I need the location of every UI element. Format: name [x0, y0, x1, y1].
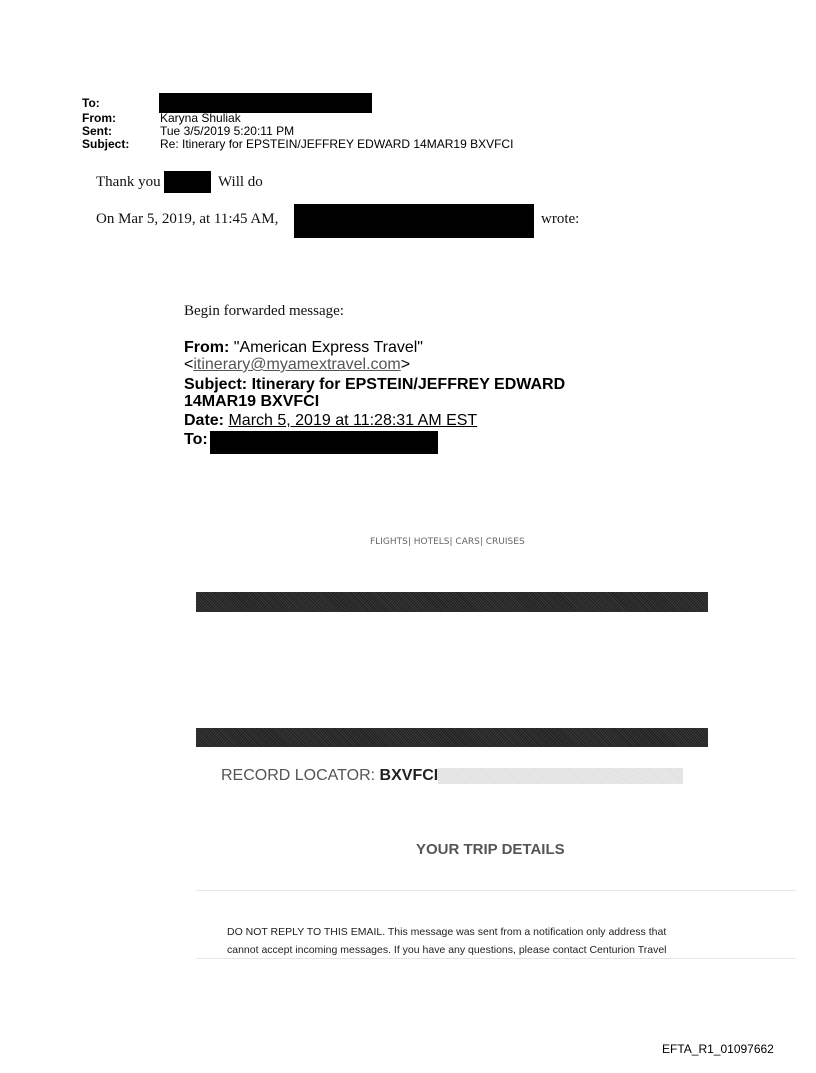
- record-locator-bar: [438, 768, 683, 784]
- divider: [196, 958, 796, 959]
- notice-line-1: DO NOT REPLY TO THIS EMAIL. This message was sent from a notification only address that: [227, 926, 667, 938]
- forwarded-subject-line1: Itinerary for EPSTEIN/JEFFREY EDWARD: [251, 376, 566, 393]
- nav-separator: |: [479, 537, 483, 547]
- nav-link-hotels[interactable]: HOTELS: [413, 537, 450, 547]
- forwarded-subject-label: Subject:: [184, 376, 248, 393]
- subject-value: Re: Itinerary for EPSTEIN/JEFFREY EDWARD 14MAR19 BXVFCI: [160, 137, 514, 151]
- bates-number: EFTA_R1_01097662: [662, 1042, 774, 1056]
- no-reply-notice: [227, 923, 667, 959]
- forwarded-subject-line2: 14MAR19 BXVFCI: [184, 393, 320, 410]
- sent-value: Tue 3/5/2019 5:20:11 PM: [160, 124, 295, 138]
- record-locator: [221, 767, 438, 785]
- trip-details-heading: YOUR TRIP DETAILS: [416, 841, 565, 858]
- nav-separator: |: [449, 537, 453, 547]
- forwarded-date-label: Date:: [184, 412, 225, 429]
- redaction-box: [164, 171, 211, 193]
- reply-thank-you: Thank you: [96, 174, 161, 190]
- notice-line-2: cannot accept incoming messages. If you have any questions, please contact Centurion Travel: [227, 944, 667, 956]
- forwarded-to-label: To:: [184, 431, 208, 448]
- banner-image-bottom: [196, 728, 708, 747]
- redaction-box: [294, 204, 534, 238]
- sent-label: Sent:: [82, 124, 112, 138]
- reply-attribution: On Mar 5, 2019, at 11:45 AM,: [96, 211, 279, 227]
- from-value: Karyna Shuliak: [160, 111, 241, 125]
- nav-link-cars[interactable]: CARS: [455, 537, 480, 547]
- nav-link-cruises[interactable]: CRUISES: [485, 537, 525, 547]
- nav-bar: [370, 537, 525, 547]
- forwarded-from-email-line: <itinerary@myamextravel.com>: [184, 356, 411, 373]
- forwarded-date: [184, 413, 477, 429]
- banner-image-top: [196, 592, 708, 612]
- reply-will-do: Will do: [218, 174, 263, 190]
- forwarded-intro: Begin forwarded message:: [184, 303, 344, 319]
- nav-separator: |: [407, 537, 411, 547]
- redaction-box: [159, 93, 372, 113]
- record-locator-label: RECORD LOCATOR:: [221, 767, 376, 784]
- forwarded-from-name: "American Express Travel": [233, 339, 423, 356]
- reply-wrote: wrote:: [541, 211, 580, 227]
- divider: [196, 890, 796, 891]
- from-label: From:: [82, 111, 116, 125]
- forwarded-subject: [184, 377, 565, 393]
- forwarded-from: [184, 340, 423, 356]
- record-locator-value: BXVFCI: [379, 767, 439, 784]
- nav-link-flights[interactable]: FLIGHTS: [370, 537, 408, 547]
- sender-email-link[interactable]: itinerary@myamextravel.com: [193, 356, 401, 373]
- redaction-box: [210, 431, 438, 454]
- forwarded-from-label: From:: [184, 339, 230, 356]
- to-label: To:: [82, 96, 100, 110]
- subject-label: Subject:: [82, 137, 130, 151]
- forwarded-date-value: March 5, 2019 at 11:28:31 AM EST: [228, 412, 478, 429]
